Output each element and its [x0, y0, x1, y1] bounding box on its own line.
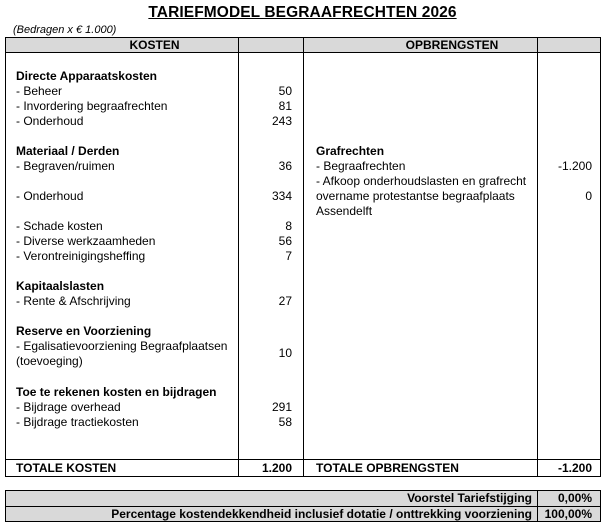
cost-value: 36 — [278, 159, 292, 173]
cost-value: 10 — [278, 346, 292, 360]
cost-value: 81 — [278, 99, 292, 113]
opbrengsten-value-divider — [537, 38, 538, 476]
cost-value: 291 — [271, 400, 292, 414]
totale-kosten-value: 1.200 — [261, 461, 292, 475]
tariff-table — [5, 37, 601, 477]
revenue-label: - Begraafrechten — [316, 159, 406, 173]
cost-label: - Begraven/ruimen — [16, 159, 115, 173]
grafrechten-section-title: Grafrechten — [316, 144, 385, 158]
totale-opbrengsten-value: -1.200 — [557, 461, 592, 475]
revenue-value: -1.200 — [557, 159, 592, 173]
cost-value: 50 — [278, 84, 292, 98]
cost-label: - Rente & Afschrijving — [16, 294, 131, 308]
kapitaal-section-title: Kapitaalslasten — [16, 279, 105, 293]
cost-label: - Beheer — [16, 84, 63, 98]
cost-label: - Verontreinigingsheffing — [16, 249, 146, 263]
cost-label: - Egalisatievoorziening Begraafplaatsen — [16, 339, 228, 353]
toe-section-title: Toe te rekenen kosten en bijdragen — [16, 385, 217, 399]
summary-table — [5, 490, 601, 522]
revenue-label-continued: Assendelft — [316, 204, 373, 218]
center-divider — [303, 38, 304, 476]
cost-value: 58 — [278, 415, 292, 429]
totale-kosten-label: TOTALE KOSTEN — [16, 461, 117, 475]
amounts-note: (Bedragen x € 1.000) — [13, 24, 117, 36]
reserve-section-title: Reserve en Voorziening — [16, 324, 152, 338]
cost-label: - Bijdrage tractiekosten — [16, 415, 139, 429]
cost-value: 27 — [278, 294, 292, 308]
voorstel-tariefstijging-label: Voorstel Tariefstijging — [407, 491, 532, 505]
cost-value: 7 — [285, 249, 292, 263]
cost-label: - Invordering begraafrechten — [16, 99, 168, 113]
materiaal-section-title: Materiaal / Derden — [16, 144, 120, 158]
totale-opbrengsten-label: TOTALE OPBRENGSTEN — [316, 461, 459, 475]
cost-value: 243 — [271, 114, 292, 128]
cost-value: 8 — [285, 219, 292, 233]
cost-value: 334 — [271, 189, 292, 203]
voorstel-tariefstijging-value: 0,00% — [557, 491, 592, 505]
page-title: TARIEFMODEL BEGRAAFRECHTEN 2026 — [148, 4, 457, 21]
kosten-header: KOSTEN — [6, 38, 304, 53]
cost-label: - Schade kosten — [16, 219, 103, 233]
cost-label: - Onderhoud — [16, 114, 84, 128]
revenue-value: 0 — [585, 189, 592, 203]
cost-label: - Onderhoud — [16, 189, 84, 203]
kostendekkendheid-label: Percentage kostendekkendheid inclusief dotatie / onttrekking voorziening — [111, 507, 532, 521]
cost-label-continued: (toevoeging) — [16, 354, 83, 368]
cost-value: 56 — [278, 234, 292, 248]
kostendekkendheid-value: 100,00% — [544, 507, 592, 521]
revenue-label: - Afkoop onderhoudslasten en grafrecht — [316, 174, 527, 188]
revenue-label-continued: overname protestantse begraafplaats — [316, 189, 515, 203]
totals-divider — [6, 459, 600, 460]
kosten-value-divider — [238, 38, 239, 476]
cost-label: - Diverse werkzaamheden — [16, 234, 156, 248]
directe-section-title: Directe Apparaatskosten — [16, 69, 157, 83]
cost-label: - Bijdrage overhead — [16, 400, 121, 414]
opbrengsten-header: OPBRENGSTEN — [304, 38, 600, 53]
